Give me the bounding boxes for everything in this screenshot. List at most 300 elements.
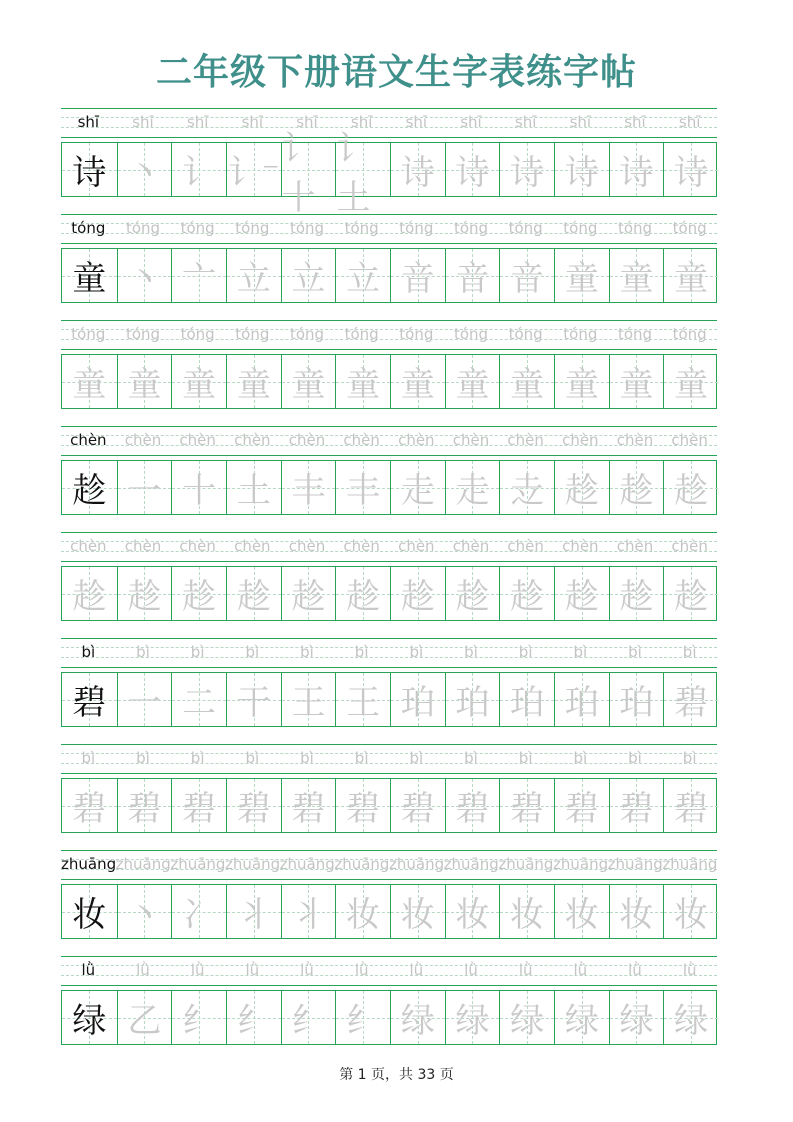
- tian-grid-row: [61, 460, 717, 515]
- practice-character: 诗: [619, 153, 654, 193]
- tian-grid-cell: [117, 991, 172, 1044]
- tian-grid-cell: [281, 461, 336, 514]
- practice-character: 干: [236, 683, 271, 723]
- practice-character: 纟: [346, 1001, 381, 1041]
- pinyin-label: bì: [409, 643, 424, 661]
- pinyin-label: bì: [81, 643, 96, 661]
- pinyin-label: chèn: [671, 431, 708, 449]
- practice-character: 童: [564, 365, 599, 405]
- practice-character: 妆: [674, 895, 709, 935]
- practice-character: 绿: [564, 1001, 599, 1041]
- pinyin-label: bì: [190, 749, 205, 767]
- practice-character: 趁: [674, 577, 709, 617]
- tian-grid-row: [61, 566, 717, 621]
- pinyin-label: bì: [409, 749, 424, 767]
- tian-grid-cell: [499, 461, 554, 514]
- tian-grid-cell: [171, 567, 226, 620]
- tian-grid-cell: [663, 249, 718, 302]
- pinyin-label: zhuāng: [170, 855, 226, 873]
- pinyin-label: shī: [460, 113, 482, 131]
- tian-grid-cell: [335, 461, 390, 514]
- practice-character: 碧: [455, 789, 490, 829]
- tian-grid-cell: [390, 249, 445, 302]
- practice-character: 纟: [236, 1001, 271, 1041]
- tian-grid-row: [61, 248, 717, 303]
- tian-grid-cell: [609, 143, 664, 196]
- practice-character: 趁: [510, 577, 545, 617]
- pinyin-band-divider: [61, 243, 717, 244]
- practice-character: 趁: [291, 577, 326, 617]
- pinyin-label: shī: [132, 113, 154, 131]
- tian-grid-cell: [663, 779, 718, 832]
- pinyin-label: chèn: [343, 431, 380, 449]
- pinyin-label: zhuāng: [607, 855, 663, 873]
- pinyin-label: chèn: [343, 537, 380, 555]
- pinyin-label: chèn: [562, 537, 599, 555]
- practice-character: 丰: [346, 471, 381, 511]
- tian-grid-cell: [117, 779, 172, 832]
- tian-grid-cell: [226, 567, 281, 620]
- practice-row: [61, 320, 717, 426]
- pinyin-label: chèn: [234, 431, 271, 449]
- pinyin-label: tóng: [71, 219, 106, 237]
- practice-character: 二: [182, 683, 217, 723]
- practice-row: [61, 850, 717, 956]
- pinyin-label: chèn: [398, 431, 435, 449]
- tian-grid-cell: [499, 249, 554, 302]
- tian-grid-cell: [281, 249, 336, 302]
- practice-character: 珀: [510, 683, 545, 723]
- tian-grid-row: [61, 778, 717, 833]
- pinyin-label: chèn: [179, 431, 216, 449]
- pinyin-label: tóng: [399, 325, 434, 343]
- tian-grid-cell: [62, 885, 117, 938]
- practice-character: 童: [72, 259, 107, 299]
- practice-character: 妆: [346, 895, 381, 935]
- practice-character: 童: [674, 259, 709, 299]
- pinyin-label: chèn: [124, 431, 162, 449]
- tian-grid-cell: [281, 673, 336, 726]
- pinyin-label: shī: [296, 113, 318, 131]
- pinyin-band-divider: [61, 667, 717, 668]
- tian-grid-cell: [117, 249, 172, 302]
- practice-character: 趁: [236, 577, 271, 617]
- practice-character: 珀: [564, 683, 599, 723]
- tian-grid-cell: [663, 991, 718, 1044]
- tian-grid-row: [61, 672, 717, 727]
- practice-character: 趁: [564, 471, 599, 511]
- pinyin-label: lǜ: [409, 961, 424, 979]
- tian-grid-cell: [445, 567, 500, 620]
- pinyin-label: bì: [81, 749, 96, 767]
- practice-character: 赱: [510, 471, 545, 511]
- tian-grid-cell: [499, 355, 554, 408]
- pinyin-label: zhuāng: [662, 855, 718, 873]
- pinyin-label: bì: [682, 643, 697, 661]
- practice-character: 土: [236, 471, 271, 511]
- practice-character: 讠十: [281, 128, 316, 218]
- tian-grid-cell: [335, 355, 390, 408]
- practice-character: 碧: [619, 789, 654, 829]
- practice-character: 童: [400, 365, 435, 405]
- tian-grid-cell: [62, 249, 117, 302]
- tian-grid-cell: [390, 355, 445, 408]
- tian-grid-cell: [281, 885, 336, 938]
- tian-grid-cell: [609, 461, 664, 514]
- practice-row: [61, 426, 717, 532]
- pinyin-label: shī: [241, 113, 264, 131]
- tian-grid-cell: [499, 673, 554, 726]
- tian-grid-cell: [62, 461, 117, 514]
- pinyin-label: zhuāng: [443, 855, 499, 873]
- pinyin-label: chèn: [452, 431, 490, 449]
- practice-character: 王: [291, 683, 326, 723]
- practice-character: 丬: [236, 895, 271, 935]
- practice-character: 碧: [291, 789, 326, 829]
- practice-character: 童: [72, 365, 107, 405]
- tian-grid-cell: [609, 249, 664, 302]
- tian-grid-cell: [390, 885, 445, 938]
- tian-grid-cell: [445, 143, 500, 196]
- tian-grid-cell: [171, 461, 226, 514]
- tian-grid-cell: [171, 143, 226, 196]
- practice-character: 丶: [127, 895, 162, 935]
- pinyin-label: bì: [573, 643, 588, 661]
- pinyin-label: lǜ: [573, 961, 588, 979]
- tian-grid-cell: [554, 461, 609, 514]
- pinyin-label: tóng: [344, 325, 379, 343]
- practice-character: 亠: [182, 259, 217, 299]
- practice-character: 诗: [72, 153, 107, 193]
- practice-row: [61, 956, 717, 1062]
- practice-character: 童: [619, 365, 654, 405]
- tian-grid-cell: [390, 143, 445, 196]
- pinyin-label: bì: [354, 643, 369, 661]
- pinyin-label: chèn: [507, 431, 544, 449]
- pinyin-label: tóng: [563, 219, 598, 237]
- practice-character: 绿: [400, 1001, 435, 1041]
- pinyin-label: chèn: [616, 431, 654, 449]
- tian-grid-row: [61, 990, 717, 1045]
- practice-character: 童: [127, 365, 162, 405]
- tian-grid-cell: [117, 673, 172, 726]
- tian-grid-cell: [445, 885, 500, 938]
- pinyin-label: zhuāng: [225, 855, 281, 873]
- tian-grid-cell: [445, 779, 500, 832]
- practice-character: 音: [455, 259, 490, 299]
- practice-character: 妆: [400, 895, 435, 935]
- pinyin-label: tóng: [125, 325, 161, 343]
- tian-grid-cell: [226, 461, 281, 514]
- tian-grid-cell: [390, 567, 445, 620]
- page-title: 二年级下册语文生字表练字帖: [155, 52, 637, 93]
- practice-character: 绿: [619, 1001, 654, 1041]
- practice-character: 诗: [455, 153, 490, 193]
- practice-character: 童: [346, 365, 381, 405]
- tian-grid-cell: [554, 779, 609, 832]
- pinyin-label: bì: [518, 749, 533, 767]
- tian-grid-cell: [171, 779, 226, 832]
- pinyin-label: shī: [514, 113, 537, 131]
- pinyin-label: shī: [77, 113, 100, 131]
- pinyin-label: chèn: [70, 431, 107, 449]
- pinyin-label: tóng: [672, 325, 707, 343]
- practice-character: 童: [236, 365, 271, 405]
- pinyin-label: tóng: [563, 325, 598, 343]
- practice-row: [61, 638, 717, 744]
- tian-grid-cell: [390, 991, 445, 1044]
- tian-grid-cell: [62, 567, 117, 620]
- practice-character: 趁: [455, 577, 490, 617]
- pinyin-label: lǜ: [300, 961, 314, 979]
- practice-character: 童: [455, 365, 490, 405]
- practice-character: 纟: [291, 1001, 326, 1041]
- practice-character: 诗: [674, 153, 709, 193]
- pinyin-label: chèn: [507, 537, 544, 555]
- practice-row: [61, 214, 717, 320]
- pinyin-label: bì: [518, 643, 533, 661]
- tian-grid-row: [61, 354, 717, 409]
- pinyin-band-divider: [61, 773, 717, 774]
- tian-grid-cell: [663, 885, 718, 938]
- pinyin-label: lǜ: [682, 961, 697, 979]
- practice-character: 妆: [564, 895, 599, 935]
- practice-character: 碧: [346, 789, 381, 829]
- practice-character: 碧: [674, 683, 709, 723]
- practice-character: 讠土: [336, 128, 371, 218]
- practice-character: 纟: [182, 1001, 217, 1041]
- practice-character: 趁: [619, 577, 654, 617]
- pinyin-label: lǜ: [518, 961, 533, 979]
- tian-grid-cell: [554, 355, 609, 408]
- tian-grid-cell: [62, 143, 117, 196]
- tian-grid-cell: [499, 885, 554, 938]
- pinyin-label: zhuāng: [279, 855, 335, 873]
- tian-grid-cell: [609, 779, 664, 832]
- pinyin-label: bì: [354, 749, 369, 767]
- practice-character: 童: [510, 365, 545, 405]
- tian-grid-cell: [390, 779, 445, 832]
- tian-grid-cell: [226, 143, 281, 196]
- pinyin-label: tóng: [453, 219, 489, 237]
- practice-character: 乙: [127, 1001, 162, 1041]
- pinyin-label: bì: [464, 749, 478, 767]
- tian-grid-cell: [445, 355, 500, 408]
- pinyin-label: zhuāng: [553, 855, 609, 873]
- pinyin-label: bì: [190, 643, 205, 661]
- pinyin-label: tóng: [672, 219, 707, 237]
- practice-character: 妆: [455, 895, 490, 935]
- tian-grid-cell: [554, 567, 609, 620]
- tian-grid-row: [61, 128, 717, 218]
- practice-character: 趁: [674, 471, 709, 511]
- tian-grid-cell: [117, 885, 172, 938]
- pinyin-label: bì: [245, 749, 260, 767]
- tian-grid-cell: [663, 461, 718, 514]
- practice-character: 碧: [72, 683, 107, 723]
- practice-character: 趁: [400, 577, 435, 617]
- practice-character: 妆: [72, 895, 107, 935]
- pinyin-label: chèn: [70, 537, 107, 555]
- practice-character: 冫: [182, 895, 217, 935]
- pinyin-label: chèn: [179, 537, 216, 555]
- page-footer: 第 1 页，共 33 页: [339, 1067, 454, 1083]
- tian-grid-row: [61, 884, 717, 939]
- practice-character: 走: [455, 471, 490, 511]
- tian-grid-cell: [171, 673, 226, 726]
- tian-grid-cell: [445, 991, 500, 1044]
- tian-grid-cell: [499, 991, 554, 1044]
- pinyin-label: chèn: [616, 537, 654, 555]
- tian-grid-cell: [609, 567, 664, 620]
- pinyin-label: tóng: [399, 219, 434, 237]
- practice-character: 趁: [72, 471, 107, 511]
- practice-character: 童: [291, 365, 326, 405]
- practice-character: 趁: [72, 577, 107, 617]
- pinyin-label: tóng: [125, 219, 161, 237]
- tian-grid-cell: [390, 461, 445, 514]
- tian-grid-cell: [335, 128, 390, 218]
- practice-character: 绿: [72, 1001, 107, 1041]
- practice-character: 童: [564, 259, 599, 299]
- pinyin-label: zhuāng: [61, 855, 117, 873]
- tian-grid-cell: [226, 249, 281, 302]
- tian-grid-cell: [335, 779, 390, 832]
- pinyin-label: bì: [628, 749, 642, 767]
- tian-grid-cell: [226, 885, 281, 938]
- tian-grid-cell: [171, 355, 226, 408]
- tian-grid-cell: [554, 673, 609, 726]
- practice-character: 立: [346, 259, 381, 299]
- pinyin-label: lǜ: [81, 961, 96, 979]
- tian-grid-cell: [117, 355, 172, 408]
- pinyin-label: lǜ: [245, 961, 260, 979]
- tian-grid-cell: [499, 143, 554, 196]
- tian-grid-cell: [335, 249, 390, 302]
- pinyin-band-divider: [61, 879, 717, 880]
- pinyin-label: bì: [136, 749, 150, 767]
- pinyin-label: tóng: [289, 219, 325, 237]
- pinyin-label: tóng: [235, 219, 270, 237]
- tian-grid-cell: [554, 249, 609, 302]
- pinyin-label: lǜ: [190, 961, 205, 979]
- pinyin-label: lǜ: [354, 961, 369, 979]
- pinyin-label: bì: [136, 643, 150, 661]
- pinyin-label: zhuāng: [115, 855, 171, 873]
- practice-character: 立: [236, 259, 271, 299]
- pinyin-label: bì: [300, 749, 314, 767]
- tian-grid-cell: [226, 991, 281, 1044]
- tian-grid-cell: [335, 673, 390, 726]
- pinyin-band-divider: [61, 561, 717, 562]
- pinyin-label: shī: [678, 113, 701, 131]
- tian-grid-cell: [335, 885, 390, 938]
- pinyin-label: chèn: [398, 537, 435, 555]
- practice-character: 讠: [182, 153, 217, 193]
- pinyin-label: bì: [628, 643, 642, 661]
- practice-character: 丶: [127, 153, 162, 193]
- tian-grid-cell: [609, 991, 664, 1044]
- tian-grid-cell: [663, 673, 718, 726]
- practice-character: 童: [182, 365, 217, 405]
- pinyin-band-divider: [61, 985, 717, 986]
- pinyin-label: chèn: [124, 537, 162, 555]
- practice-character: 珀: [455, 683, 490, 723]
- practice-character: 珀: [400, 683, 435, 723]
- pinyin-label: chèn: [452, 537, 490, 555]
- pinyin-label: bì: [300, 643, 314, 661]
- tian-grid-cell: [609, 355, 664, 408]
- pinyin-label: chèn: [288, 431, 326, 449]
- pinyin-label: tóng: [289, 325, 325, 343]
- pinyin-label: shī: [405, 113, 428, 131]
- pinyin-label: bì: [245, 643, 260, 661]
- pinyin-label: shī: [350, 113, 373, 131]
- practice-character: 碧: [72, 789, 107, 829]
- pinyin-label: tóng: [617, 219, 653, 237]
- practice-character: 趁: [619, 471, 654, 511]
- pinyin-label: lǜ: [136, 961, 150, 979]
- practice-sheet: [61, 108, 717, 1062]
- tian-grid-cell: [62, 991, 117, 1044]
- pinyin-label: tóng: [344, 219, 379, 237]
- practice-character: 趁: [564, 577, 599, 617]
- tian-grid-cell: [335, 567, 390, 620]
- pinyin-label: tóng: [235, 325, 270, 343]
- tian-grid-cell: [609, 885, 664, 938]
- pinyin-label: zhuāng: [334, 855, 390, 873]
- tian-grid-cell: [445, 249, 500, 302]
- practice-character: 丰: [291, 471, 326, 511]
- practice-character: 一: [127, 683, 162, 723]
- practice-character: 碧: [564, 789, 599, 829]
- tian-grid-cell: [663, 143, 718, 196]
- practice-character: 音: [510, 259, 545, 299]
- practice-character: 碧: [182, 789, 217, 829]
- tian-grid-cell: [281, 567, 336, 620]
- practice-character: 绿: [455, 1001, 490, 1041]
- tian-grid-cell: [335, 991, 390, 1044]
- practice-character: 碧: [236, 789, 271, 829]
- practice-character: 诗: [564, 153, 599, 193]
- practice-character: 趁: [182, 577, 217, 617]
- pinyin-label: shī: [624, 113, 646, 131]
- pinyin-label: tóng: [508, 325, 543, 343]
- pinyin-band-divider: [61, 349, 717, 350]
- pinyin-label: tóng: [180, 325, 215, 343]
- pinyin-label: tóng: [508, 219, 543, 237]
- pinyin-label: zhuāng: [498, 855, 554, 873]
- pinyin-label: bì: [573, 749, 588, 767]
- tian-grid-cell: [281, 355, 336, 408]
- practice-row: [61, 532, 717, 638]
- pinyin-label: tóng: [180, 219, 215, 237]
- practice-row: [61, 744, 717, 850]
- pinyin-label: tóng: [617, 325, 653, 343]
- practice-character: 立: [291, 259, 326, 299]
- pinyin-label: shī: [186, 113, 209, 131]
- practice-character: 童: [619, 259, 654, 299]
- tian-grid-cell: [171, 991, 226, 1044]
- practice-character: 碧: [510, 789, 545, 829]
- tian-grid-cell: [390, 673, 445, 726]
- practice-character: 诗: [400, 153, 435, 193]
- tian-grid-cell: [226, 779, 281, 832]
- practice-character: 碧: [674, 789, 709, 829]
- tian-grid-cell: [554, 991, 609, 1044]
- tian-grid-cell: [117, 567, 172, 620]
- practice-character: 十: [182, 471, 217, 511]
